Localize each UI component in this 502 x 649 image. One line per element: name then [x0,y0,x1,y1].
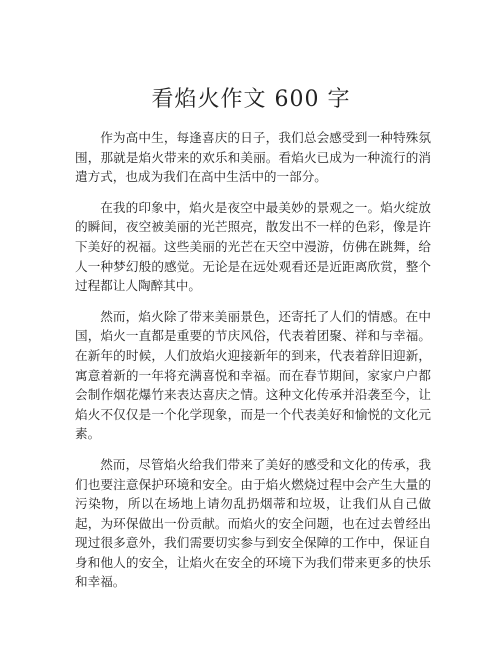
essay-body [75,128,431,603]
paragraph-2: 在我的印象中，焰火是夜空中最美妙的景观之一。焰火绽放的瞬间，夜空被美丽的光芒照亮，散发出不一样的色彩，像是许下美好的祝福。这些美丽的光芒在天空中漫游，仿佛在跳舞，给人一种梦幻般的感觉。无论是在远处观看还是近距离欣赏，整个过程都让人陶醉其中。 [75,199,431,294]
essay-title: 看焰火作文 600 字 [151,87,351,112]
paragraph-1: 作为高中生，每逢喜庆的日子，我们总会感受到一种特殊氛围，那就是焰火带来的欢乐和美丽。看焰火已成为一种流行的消遣方式，也成为我们在高中生活中的一部分。 [75,130,431,185]
paragraph-4: 然而，尽管焰火给我们带来了美好的感受和文化的传承，我们也要注意保护环境和安全。由于焰火燃烧过程中会产生大量的污染物，所以在场地上请勿乱扔烟蒂和垃圾，让我们从自己做起，为环保做出一份贡献。而焰火的安全问题，也在过去曾经出现过很多意外，我们需要切实参与到安全保障的工作中，保证自身和他人的安全，让焰火在安全的环境下为我们带来更多的快乐和幸福。 [75,456,431,590]
paragraph-3: 然而，焰火除了带来美丽景色，还寄托了人们的情感。在中国，焰火一直都是重要的节庆风俗，代表着团聚、祥和与幸福。在新年的时候，人们放焰火迎接新年的到来，代表着辞旧迎新，寓意着新的一年将充满喜悦和幸福。而在春节期间，家家户户都会制作烟花爆竹来表达喜庆之情。这种文化传承并沿袭至今，让焰火不仅仅是一个化学现象，而是一个代表美好和愉悦的文化元素。 [75,308,431,442]
